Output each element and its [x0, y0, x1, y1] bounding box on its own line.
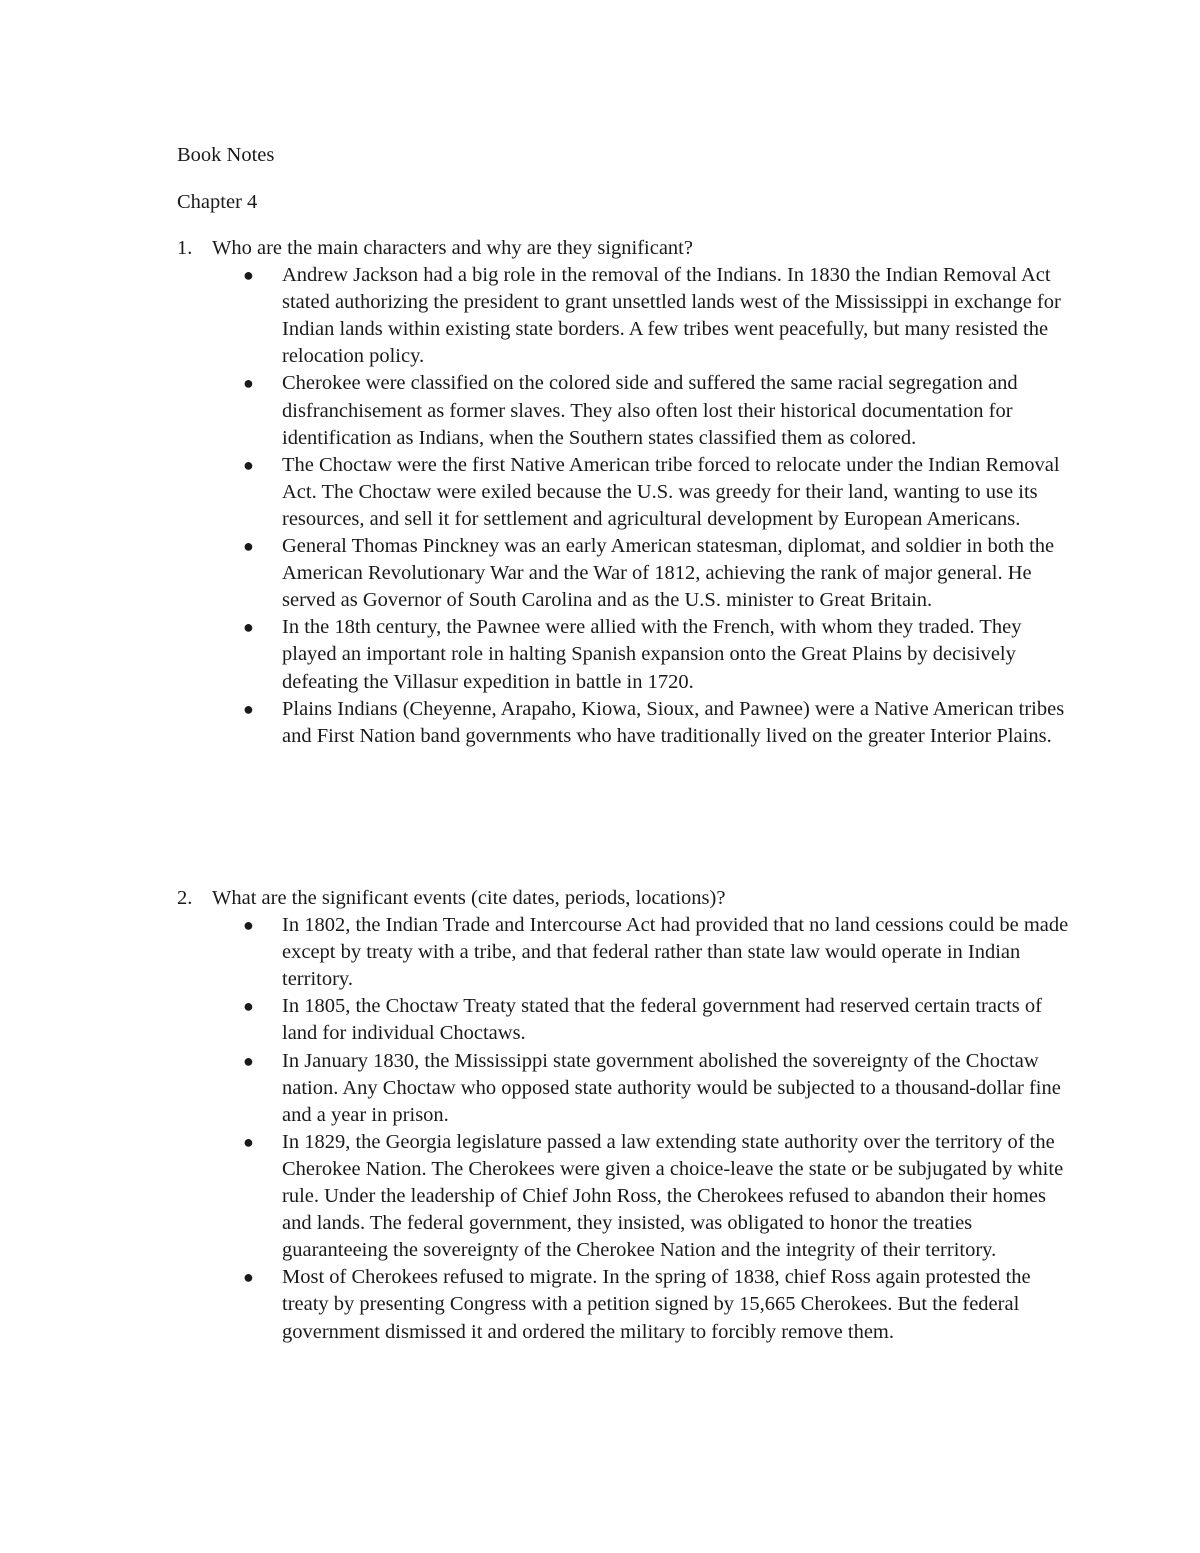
chapter-heading: Chapter 4 — [177, 191, 258, 213]
bullet-icon: ● — [243, 265, 254, 286]
list-item — [177, 1048, 1072, 1129]
bullet-text: In 1802, the Indian Trade and Intercourse Act had provided that no land cessions could be made except by treaty with a tribe, and that federal rather than state law would operate in Indian territory. — [282, 914, 1069, 991]
list-item — [177, 1264, 1072, 1345]
question-2 — [177, 885, 1077, 1346]
bullet-icon: ● — [243, 454, 254, 475]
bullet-text: The Choctaw were the first Native American tribe forced to relocate under the Indian Removal Act. The Choctaw were exiled because the U.S. was greedy for their land, wanting to use its resources, and sell it for settlement and agricultural development by European Americans. — [282, 453, 1060, 530]
bullet-text: In 1805, the Choctaw Treaty stated that the federal government had reserved certain tracts of land for individual Choctaws. — [282, 995, 1042, 1045]
bullet-text: In the 18th century, the Pawnee were allied with the French, with whom they traded. They played an important role in halting Spanish expansion onto the Great Plains by decisively defeating the Villasur expedition in battle in 1720. — [282, 616, 1022, 693]
question-1-text: Who are the main characters and why are they significant? — [212, 237, 693, 259]
list-item — [177, 533, 1072, 614]
bullet-text: In 1829, the Georgia legislature passed a law extending state authority over the territory of the Cherokee Nation. The Cherokees were given a choice-leave the state or be subjugated by white rule. Under the leadership of Chief John Ross, the Cherokees refused to abandon their homes and lands. The federal government, they insisted, was obligated to honor the treaties guaranteeing the sovereignty of the Cherokee Nation and the integrity of their territory. — [282, 1130, 1064, 1262]
list-item — [177, 614, 1072, 695]
bullet-icon: ● — [243, 915, 254, 936]
bullet-icon: ● — [243, 373, 254, 394]
bullet-text: Cherokee were classified on the colored side and suffered the same racial segregation and disfranchisement as former slaves. They also often lost their historical documentation for identification as Indians, when the Southern states classified them as colored. — [282, 372, 1018, 449]
bullet-icon: ● — [243, 996, 254, 1017]
list-item — [177, 993, 1072, 1047]
list-item — [177, 262, 1072, 370]
bullet-icon: ● — [243, 617, 254, 638]
list-item — [177, 912, 1072, 993]
bullet-icon: ● — [243, 1131, 254, 1152]
bullet-text: Most of Cherokees refused to migrate. In the spring of 1838, chief Ross again protested the treaty by presenting Congress with a petition signed by 15,665 Cherokees. But the federal government dismissed it and ordered the military to forcibly remove them. — [282, 1266, 1031, 1343]
bullet-text: Plains Indians (Cheyenne, Arapaho, Kiowa, Sioux, and Pawnee) were a Native American tribes and First Nation band governments who have traditionally lived on the greater Interior Plains. — [282, 697, 1065, 747]
question-1 — [177, 235, 1077, 750]
question-1-heading — [177, 235, 1077, 262]
list-item — [177, 452, 1072, 533]
bullet-text: General Thomas Pinckney was an early American statesman, diplomat, and soldier in both the American Revolutionary War and the War of 1812, achieving the rank of major general. He served as Governor of South Carolina and as the U.S. minister to Great Britain. — [282, 535, 1055, 612]
bullet-icon: ● — [243, 698, 254, 719]
list-item — [177, 696, 1072, 750]
question-2-heading — [177, 885, 1077, 912]
bullet-text: Andrew Jackson had a big role in the removal of the Indians. In 1830 the Indian Removal Act stated authorizing the president to grant unsettled lands west of the Mississippi in exchange for Indian lands within existing state borders. A few tribes went peacefully, but many resisted the relocation policy. — [282, 264, 1061, 368]
list-item — [177, 1129, 1072, 1264]
question-2-text: What are the significant events (cite dates, periods, locations)? — [212, 887, 726, 909]
question-2-number: 2. — [177, 887, 193, 909]
document-title: Book Notes — [177, 144, 275, 166]
bullet-icon: ● — [243, 1050, 254, 1071]
bullet-icon: ● — [243, 536, 254, 557]
bullet-text: In January 1830, the Mississippi state government abolished the sovereignty of the Choctaw nation. Any Choctaw who opposed state authority would be subjected to a thousand-dollar fine and a year in prison. — [282, 1049, 1061, 1126]
question-1-number: 1. — [177, 237, 193, 259]
question-2-bullet-list — [177, 912, 1077, 1346]
question-1-bullet-list — [177, 262, 1077, 750]
list-item — [177, 370, 1072, 451]
bullet-icon: ● — [243, 1267, 254, 1288]
